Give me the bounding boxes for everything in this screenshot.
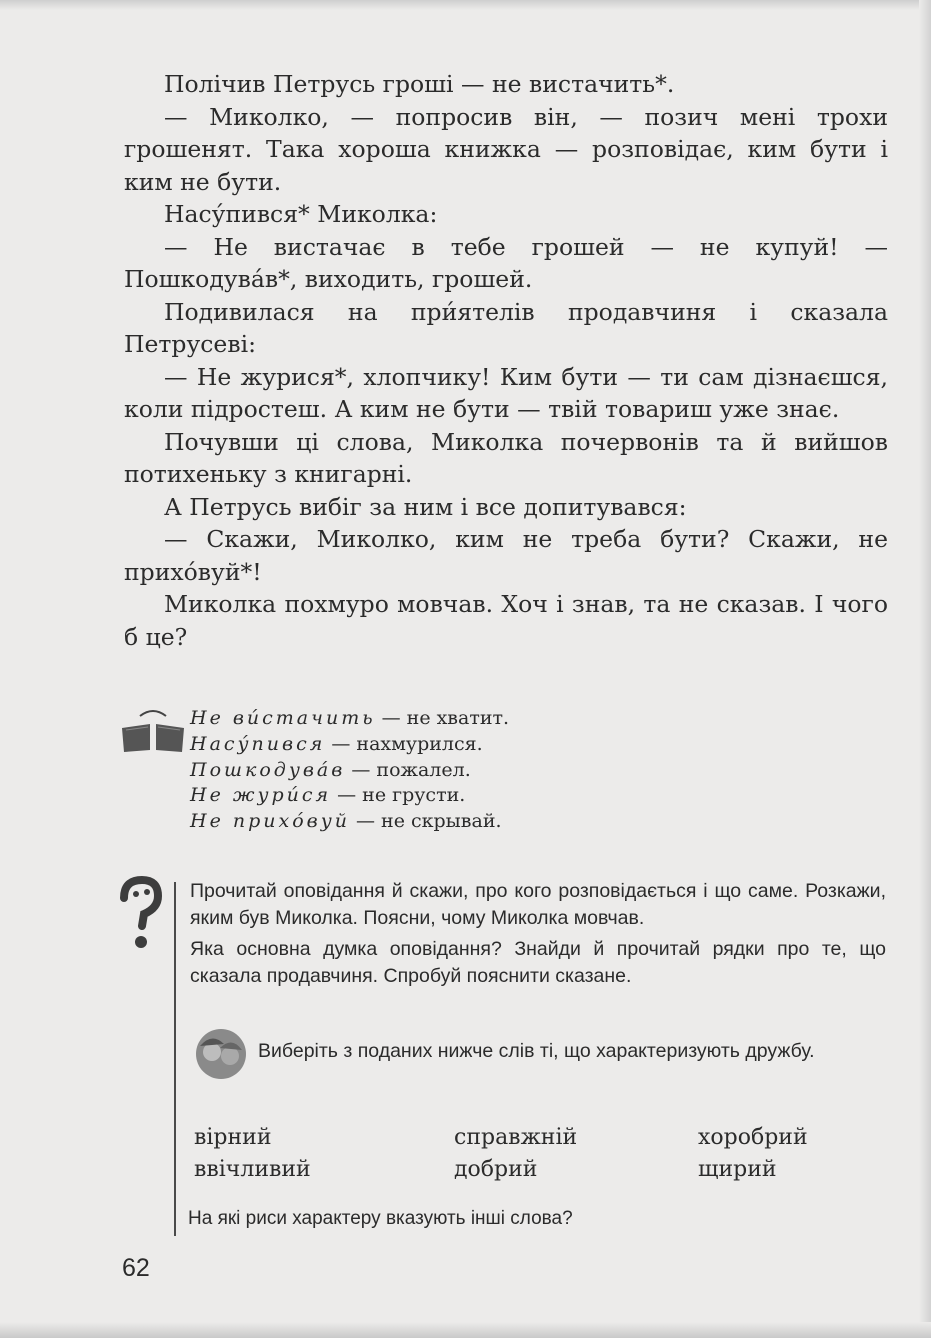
glossary-item <box>190 732 509 758</box>
glossary-item <box>190 809 509 835</box>
glossary-definition: — не скрывай. <box>356 810 502 833</box>
page-right-edge <box>919 0 931 1338</box>
glossary-item <box>190 783 509 809</box>
glossary-term: Насу́пився <box>190 732 326 755</box>
page-number: 62 <box>122 1254 150 1282</box>
open-book-icon <box>118 706 188 756</box>
task-paragraph: Прочитай оповідання й скажи, про кого розповідається і що саме. Розкажи, яким був Миколка. Поясни, чому Миколка мовчав. <box>190 880 886 929</box>
task-block <box>112 872 892 1238</box>
word-item: вірний <box>194 1125 272 1150</box>
group-task-text: Виберіть з поданих нижче слів ті, що характеризують дружбу. <box>258 1040 815 1062</box>
word-item: справжній <box>454 1125 578 1150</box>
glossary-definition: — пожалел. <box>351 758 471 781</box>
glossary-list <box>190 706 509 835</box>
page-bottom-edge <box>0 1322 931 1338</box>
story-text <box>124 68 888 653</box>
glossary-term: Пошкодува́в <box>190 758 346 781</box>
story-paragraph: Почувши ці слова, Миколка почервонів та й вийшов потихеньку з книгарні. <box>124 427 888 488</box>
glossary-definition: — не хватит. <box>381 707 510 729</box>
story-paragraph: — Скажи, Миколко, ким не треба бути? Скажи, не прихо́вуй*! <box>124 525 888 586</box>
glossary-item <box>190 758 509 784</box>
word-item: щирий <box>698 1157 777 1182</box>
story-paragraph: Полічив Петрусь гроші — не вистачить*. <box>164 70 675 98</box>
glossary-term: Не жури́ся <box>190 784 332 807</box>
glossary-definition: — не грусти. <box>337 784 466 807</box>
page-top-edge <box>0 0 931 10</box>
glossary-term: Не ви́стачить <box>190 707 376 729</box>
word-item: ввічливий <box>194 1157 311 1182</box>
story-paragraph: — Не журися*, хлопчику! Ким бути — ти сам дізнаєшся, коли підростеш. А ким не бути — твій товариш уже знає. <box>124 362 888 423</box>
task-paragraph: Яка основна думка оповідання? Знайди й прочитай рядки про те, що сказала продавчиня. Спробуй пояснити сказане. <box>190 938 886 987</box>
glossary-definition: — нахмурился. <box>331 732 483 755</box>
story-paragraph: — Не вистачає в тебе грошей — не купуй! — Пошкодува́в*, виходить, грошей. <box>124 232 888 293</box>
glossary-item <box>190 706 509 732</box>
story-paragraph: — Миколко, — попросив він, — позич мені трохи грошенят. Така хороша книжка — розповідає, ким бути і ким не бути. <box>124 102 888 196</box>
question-mark-icon <box>116 876 164 956</box>
word-item: добрий <box>454 1157 538 1182</box>
story-paragraph: Насу́пився* Миколка: <box>164 200 438 228</box>
story-paragraph: А Петрусь вибіг за ним і все допитувався: <box>164 492 687 521</box>
glossary-term: Не прихо́вуй <box>190 810 350 833</box>
follow-up-question: На які риси характеру вказують інші слова? <box>188 1208 573 1229</box>
story-paragraph: Миколка похмуро мовчав. Хоч і знав, та не сказав. І чого б це? <box>124 590 888 651</box>
story-paragraph: Подивилася на при́ятелів продавчиня і сказала Петрусеві: <box>124 297 888 358</box>
word-item: хоробрий <box>698 1125 808 1150</box>
task-instructions <box>190 878 886 994</box>
children-icon <box>190 1026 252 1082</box>
task-divider <box>174 882 176 1236</box>
